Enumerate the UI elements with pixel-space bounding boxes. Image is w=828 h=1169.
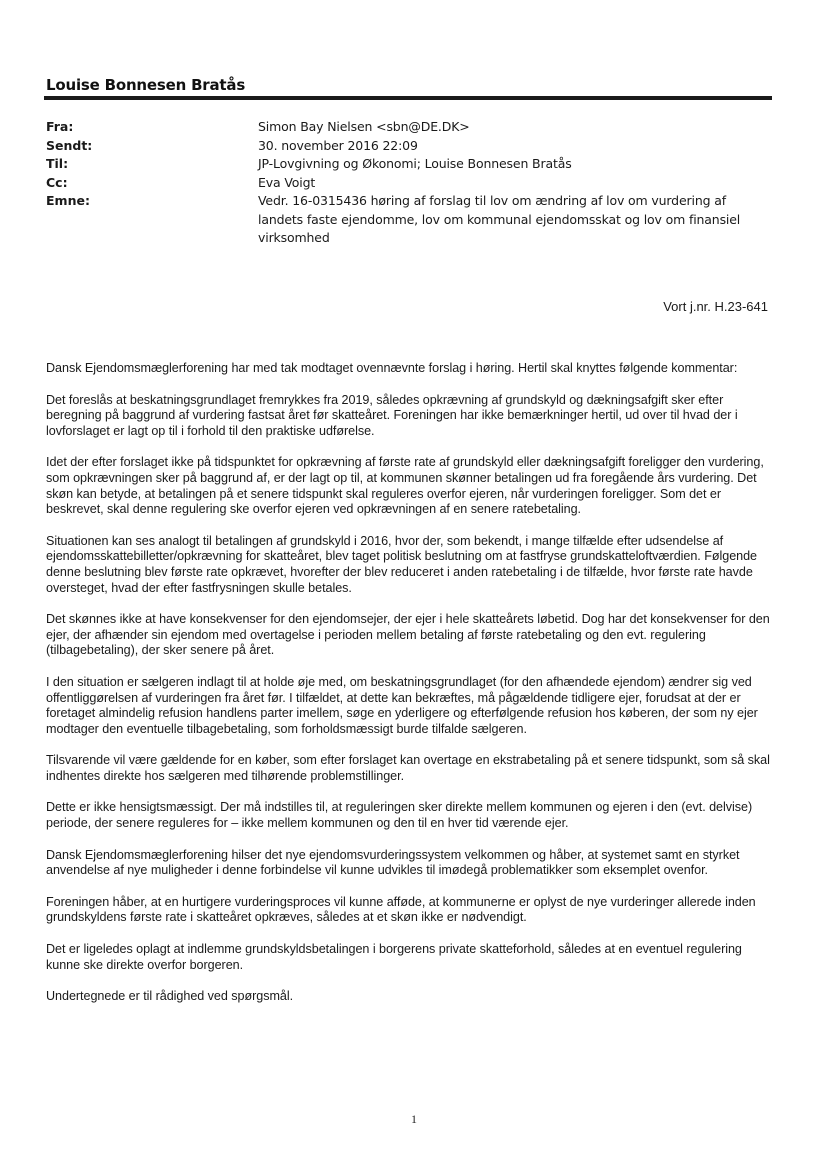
paragraph: Det er ligeledes oplagt at indlemme grundskyldsbetalingen i borgerens private skatteforhold, således at en eventuel regulering kunne ske direkte overfor borgeren. — [46, 942, 742, 972]
header-value-sent: 30. november 2016 22:09 — [258, 137, 418, 153]
header-label-from: Fra: — [46, 119, 74, 134]
header-row-subject — [46, 192, 766, 248]
header-value-to: JP-Lovgivning og Økonomi; Louise Bonnesen Bratås — [258, 156, 572, 171]
page-number: 1 — [411, 1112, 417, 1126]
paragraph: Foreningen håber, at en hurtigere vurderingsproces vil kunne afføde, at kommunerne er oplyst de nye vurderinger allerede inden grundskyldens første rate i skatteåret opkræves, således at et skøn ikke er nødvendigt. — [46, 894, 756, 925]
paragraph: Det skønnes ikke at have konsekvenser for den ejendomsejer, der ejer i hele skatteårets løbetid. Dog har det konsekvenser for den ejer, der afhænder sin ejendom med overtagelse i perioden mellem betaling af første ratebetaling og den evt. regulering (tilbagebetaling), der sker senere på året. — [46, 612, 770, 658]
email-header-fields — [46, 118, 766, 248]
letter-body — [46, 361, 774, 1021]
paragraph: I den situation er sælgeren indlagt til at holde øje med, om beskatningsgrundlaget (for den afhændede ejendom) ændrer sig ved offentliggørelsen af vurderingen fra året før. I tilfældet, at dette kan bekræftes, må pågældende tidligere ejer, forudsat at der er foretaget almindelig refusion handlens parter imellem, søge en yderligere og efterfølgende refusion hos køberen, der som ny ejer modtager den eventuelle tilbagebetaling, som forholdsmæssigt burde tilfalde sælgeren. — [46, 674, 758, 736]
header-row-from — [46, 118, 766, 137]
paragraph: Tilsvarende vil være gældende for en køber, som efter forslaget kan overtage en ekstrabetaling på et senere tidspunkt, som så skal indhentes direkte hos sælgeren med tilhørende problemstillinger. — [46, 753, 770, 783]
paragraph: Det foreslås at beskatningsgrundlaget fremrykkes fra 2019, således opkrævning af grundskyld og dækningsafgift sker efter beregning på baggrund af vurdering fastsat året før skatteåret. Foreningen har ikke bemærkninger hertil, ud over til hvad der i lovforslaget er lagt op til i forhold til den praktiske udførelse. — [46, 392, 738, 438]
header-value-from: Simon Bay Nielsen <sbn@DE.DK> — [258, 119, 470, 134]
paragraph: Dette er ikke hensigtsmæssigt. Der må indstilles til, at reguleringen sker direkte mellem kommunen og ejeren i den (evt. delvise) periode, der senere reguleres for – ikke mellem kommunen og den til en hver tid værende ejer. — [46, 800, 753, 831]
reference-number: Vort j.nr. H.23-641 — [663, 299, 768, 314]
sender-name: Louise Bonnesen Bratås — [46, 76, 246, 94]
header-label-to: Til: — [46, 156, 69, 171]
header-label-sent: Sendt: — [46, 137, 93, 153]
header-row-cc — [46, 174, 766, 193]
header-value-cc: Eva Voigt — [258, 174, 316, 190]
header-divider — [44, 96, 772, 100]
paragraph: Situationen kan ses analogt til betalingen af grundskyld i 2016, hvor der, som bekendt, i mange tilfælde efter udsendelse af ejendomsskattebilletter/opkrævning for skatteåret, blev taget politisk beslutning om at fastfryse grundskatteloftværdien. Følgende denne beslutning blev første rate opkrævet, hvorefter der blev reduceret i anden ratebetaling i de tilfælde, hvor første rate havde oversteget, hvad der efter fastfrysningen skulle betales. — [46, 533, 758, 595]
header-label-subject: Emne: — [46, 193, 90, 208]
header-label-cc: Cc: — [46, 174, 68, 190]
header-row-sent — [46, 137, 766, 156]
paragraph: Undertegnede er til rådighed ved spørgsmål. — [46, 989, 294, 1004]
paragraph: Dansk Ejendomsmæglerforening har med tak modtaget ovennævnte forslag i høring. Hertil skal knyttes følgende kommentar: — [46, 361, 738, 375]
header-value-subject: Vedr. 16-0315436 høring af forslag til lov om ændring af lov om vurdering af landets faste ejendomme, lov om kommunal ejendomsskat og lov om finansiel virksomhed — [258, 193, 741, 245]
header-row-to — [46, 155, 766, 174]
paragraph: Dansk Ejendomsmæglerforening hilser det nye ejendomsvurderingssystem velkommen og håber, at systemet samt en styrket anvendelse af nye muligheder i denne forbindelse vil kunne udvikles til imødegå problematikker som eksemplet ovenfor. — [46, 847, 740, 878]
paragraph: Idet der efter forslaget ikke på tidspunktet for opkrævning af første rate af grundskyld eller dækningsafgift foreligger den vurdering, som opkrævningen sker på baggrund af, er der lagt op til, at kommunen skønner betalingen ud fra foregående års vurdering. Det skøn kan betyde, at betalingen på et senere tidspunkt skal reguleres overfor ejeren, når vurderingen foreligger. Som det er beskrevet, skal denne regulering ske overfor ejeren ved opkrævningen af en senere ratebetaling. — [46, 455, 764, 517]
